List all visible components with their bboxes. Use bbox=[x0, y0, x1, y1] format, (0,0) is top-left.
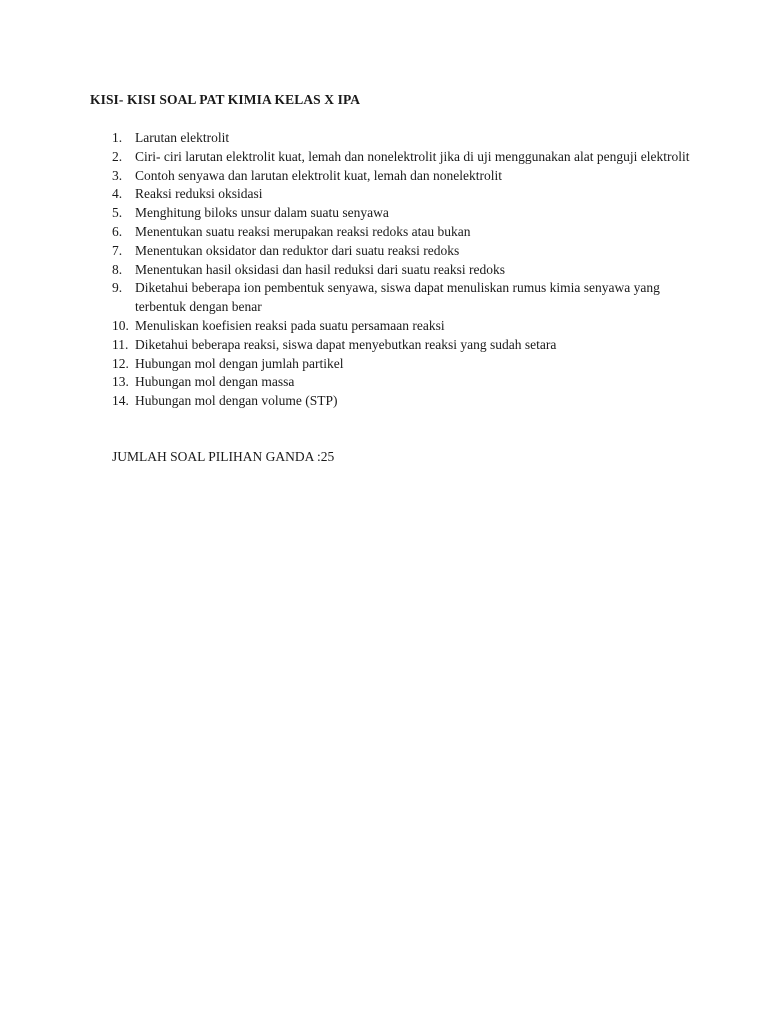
document-title: KISI- KISI SOAL PAT KIMIA KELAS X IPA bbox=[90, 92, 361, 107]
list-item-number: 12. bbox=[112, 355, 129, 371]
list-item bbox=[90, 392, 690, 411]
list-item-text: Menuliskan koefisien reaksi pada suatu persamaan reaksi bbox=[135, 317, 445, 333]
list-item-number: 8. bbox=[112, 261, 123, 277]
list-item-text: Menentukan hasil oksidasi dan hasil reduksi dari suatu reaksi redoks bbox=[135, 261, 506, 277]
list-item-number: 1. bbox=[112, 130, 123, 145]
list-item bbox=[90, 279, 690, 317]
list-item-number: 9. bbox=[112, 280, 123, 296]
list-item bbox=[90, 355, 690, 374]
list-item-number: 3. bbox=[112, 167, 123, 183]
list-item-number: 7. bbox=[112, 242, 123, 258]
list-item bbox=[90, 317, 690, 336]
list-item-text: Hubungan mol dengan massa bbox=[135, 374, 295, 390]
list-item bbox=[90, 373, 690, 392]
list-item bbox=[90, 223, 690, 242]
list-item-text: Hubungan mol dengan jumlah partikel bbox=[135, 355, 344, 371]
list-item-number: 6. bbox=[112, 223, 123, 239]
list-item-number: 5. bbox=[112, 205, 123, 221]
list-item bbox=[90, 185, 690, 204]
list-item-number: 2. bbox=[112, 148, 123, 164]
list-item-text: Reaksi reduksi oksidasi bbox=[135, 186, 263, 202]
list-item-text: Ciri- ciri larutan elektrolit kuat, lemah dan nonelektrolit jika di uji menggunakan alat penguji elektrolit bbox=[135, 148, 690, 164]
list-item-text: Larutan elektrolit bbox=[135, 130, 230, 145]
list-item-text: Menentukan oksidator dan reduktor dari suatu reaksi redoks bbox=[135, 242, 460, 258]
list-item bbox=[90, 242, 690, 261]
list-item-text: Contoh senyawa dan larutan elektrolit kuat, lemah dan nonelektrolit bbox=[135, 167, 503, 183]
list-item-text: Menghitung biloks unsur dalam suatu senyawa bbox=[135, 205, 389, 221]
list-item-number: 13. bbox=[112, 374, 129, 390]
list-item bbox=[90, 204, 690, 223]
list-item-text: Diketahui beberapa reaksi, siswa dapat menyebutkan reaksi yang sudah setara bbox=[135, 336, 557, 352]
list-item bbox=[90, 148, 690, 167]
list-item-text: Menentukan suatu reaksi merupakan reaksi redoks atau bukan bbox=[135, 223, 471, 239]
list-item-text: Hubungan mol dengan volume (STP) bbox=[135, 393, 338, 409]
topic-list bbox=[90, 129, 690, 411]
question-count-summary: JUMLAH SOAL PILIHAN GANDA :25 bbox=[112, 449, 335, 464]
list-item bbox=[90, 336, 690, 355]
list-item bbox=[90, 261, 690, 280]
list-item bbox=[90, 129, 690, 148]
list-item-number: 11. bbox=[112, 336, 129, 352]
list-item bbox=[90, 167, 690, 186]
list-item-number: 10. bbox=[112, 317, 129, 333]
list-item-number: 4. bbox=[112, 186, 123, 202]
list-item-text: Diketahui beberapa ion pembentuk senyawa, siswa dapat menuliskan rumus kimia senyawa yang terbentuk dengan benar bbox=[135, 280, 660, 315]
list-item-number: 14. bbox=[112, 393, 129, 409]
